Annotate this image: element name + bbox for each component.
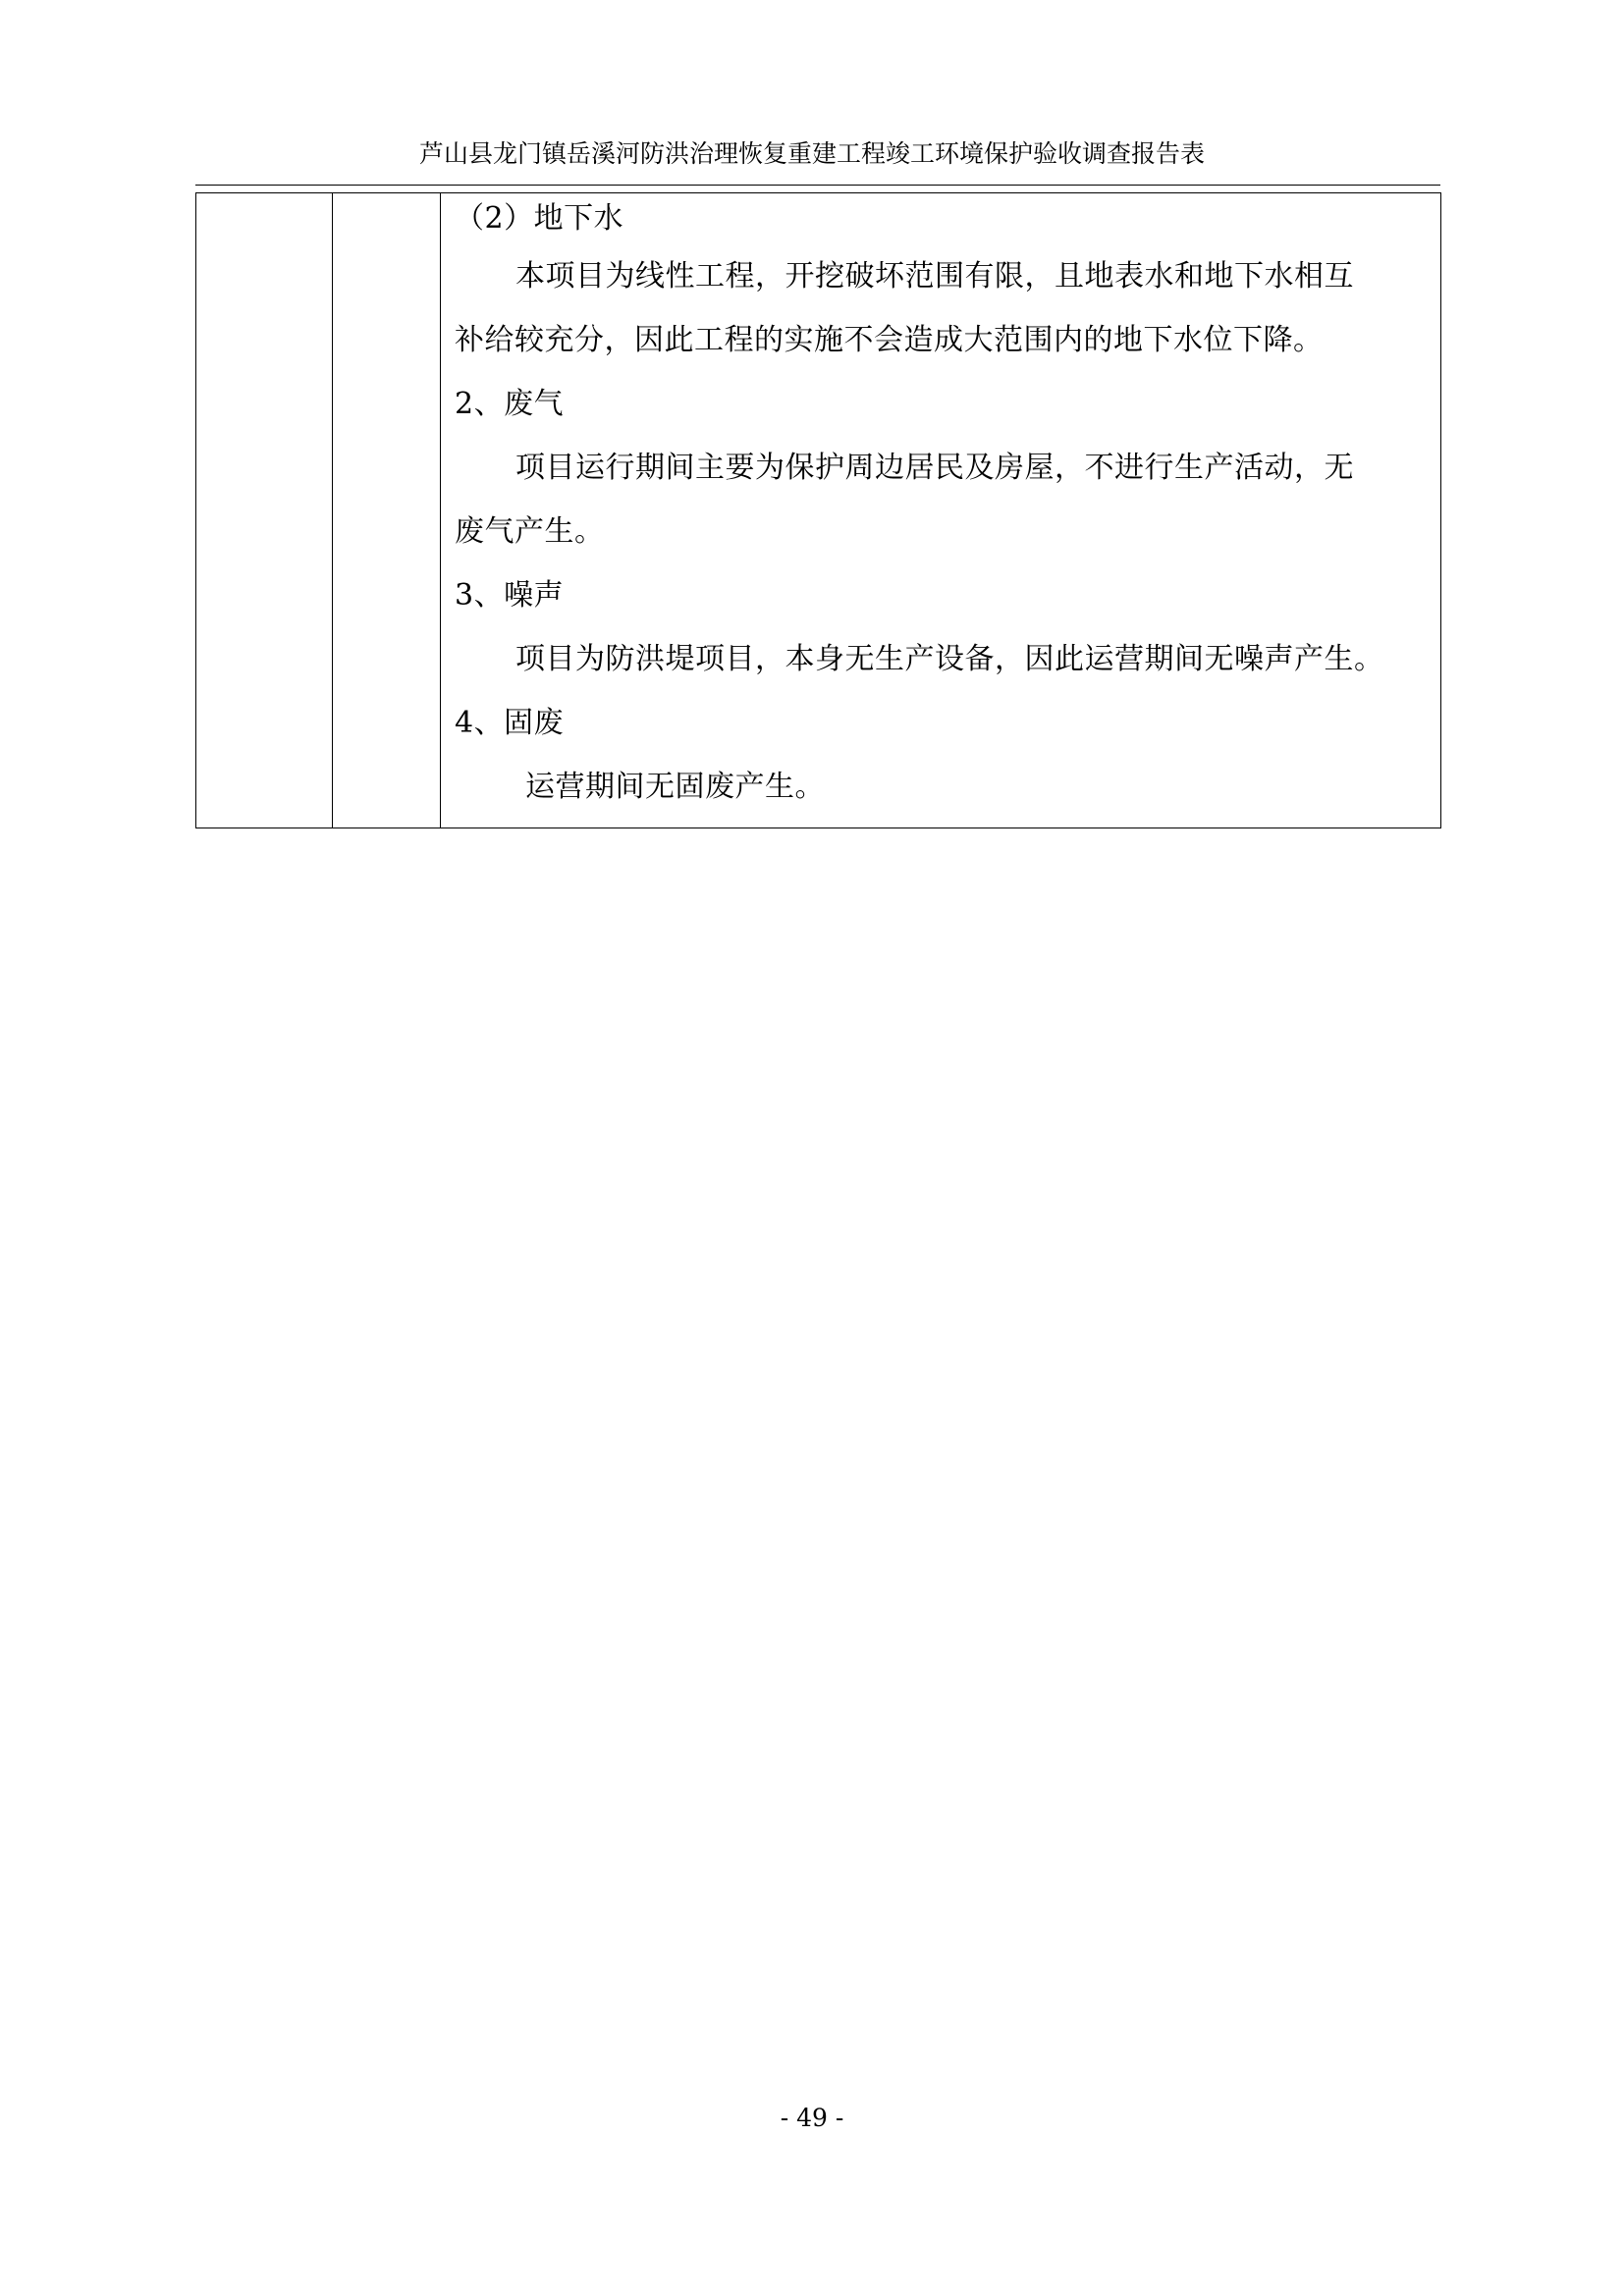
paragraph-groundwater-line-1: 本项目为线性工程，开挖破坏范围有限，且地表水和地下水相互 xyxy=(515,259,1354,294)
table-cell-subcategory xyxy=(333,193,441,828)
section-heading-noise: 3、噪声 xyxy=(455,578,565,613)
paragraph-exhaust-line-2: 废气产生。 xyxy=(455,514,605,549)
section-heading-solid-waste: 4、固废 xyxy=(455,706,565,740)
page-number: - 49 - xyxy=(780,2104,844,2132)
paragraph-groundwater-line-2: 补给较充分，因此工程的实施不会造成大范围内的地下水位下降。 xyxy=(455,323,1324,357)
table-cell-category xyxy=(196,193,333,828)
document-header-title: 芦山县龙门镇岳溪河防洪治理恢复重建工程竣工环境保护验收调查报告表 xyxy=(418,139,1205,168)
section-heading-exhaust: 2、废气 xyxy=(455,387,565,421)
paragraph-noise-line-1: 项目为防洪堤项目，本身无生产设备，因此运营期间无噪声产生。 xyxy=(515,642,1384,676)
paragraph-exhaust-line-1: 项目运行期间主要为保护周边居民及房屋，不进行生产活动，无 xyxy=(515,451,1354,485)
table-cell-content xyxy=(441,193,1441,828)
header-rule xyxy=(195,185,1440,186)
table-row xyxy=(196,193,1441,828)
paragraph-solid-waste-line-1: 运营期间无固废产生。 xyxy=(525,770,825,804)
report-table xyxy=(195,192,1441,828)
section-heading-groundwater: （2）地下水 xyxy=(455,201,624,236)
